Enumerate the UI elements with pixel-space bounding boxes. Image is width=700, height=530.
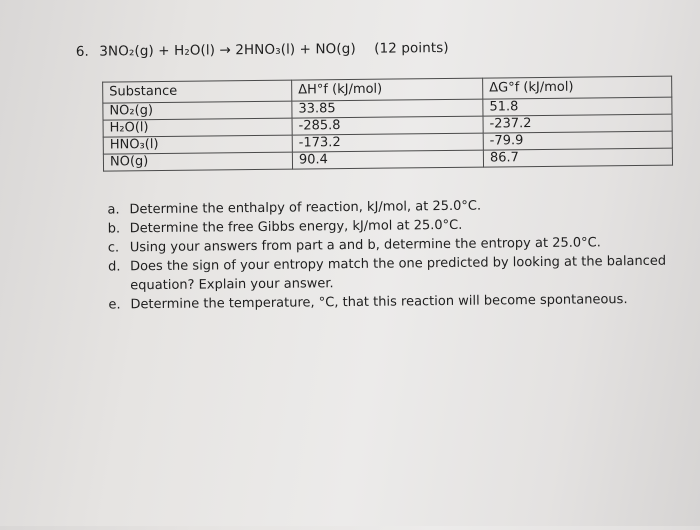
- part-text: Determine the enthalpy of reaction, kJ/mol, at 25.0°C.: [129, 198, 482, 218]
- gibbs-cell: 51.8: [483, 97, 672, 116]
- part-letter: c.: [107, 240, 120, 256]
- list-item: [108, 251, 688, 295]
- part-letter: e.: [108, 297, 121, 313]
- part-text: Determine the temperature, °C, that this reaction will become spontaneous.: [130, 292, 628, 313]
- substance-cell: NO(g): [103, 152, 292, 171]
- part-letter: d.: [107, 259, 121, 275]
- question-parts: [107, 194, 688, 314]
- reaction-equation: 3NO₂(g) + H₂O(l) → 2HNO₃(l) + NO(g): [99, 40, 356, 60]
- part-letter: b.: [107, 221, 121, 237]
- part-text: Using your answers from part a and b, determine the entropy at 25.0°C.: [129, 235, 601, 256]
- question-number: 6.: [75, 43, 89, 60]
- question-points: (12 points): [374, 39, 449, 57]
- question-header: [76, 40, 449, 60]
- gibbs-cell: -79.9: [483, 131, 672, 150]
- gibbs-cell: -237.2: [483, 114, 672, 133]
- part-text: Does the sign of your entropy match the one predicted by looking at the balanced equation? Explain your answer.: [129, 253, 667, 294]
- enthalpy-cell: -173.2: [292, 133, 483, 152]
- enthalpy-cell: -285.8: [292, 116, 483, 135]
- enthalpy-cell: 33.85: [292, 99, 483, 118]
- enthalpy-cell: 90.4: [292, 150, 483, 169]
- substance-cell: HNO₃(l): [103, 135, 292, 154]
- substance-cell: NO₂(g): [103, 101, 292, 120]
- part-letter: a.: [107, 202, 120, 218]
- column-header-substance: Substance: [103, 80, 292, 103]
- thermo-data-table: [102, 76, 673, 172]
- gibbs-cell: 86.7: [483, 148, 672, 167]
- column-header-enthalpy: ΔH°f (kJ/mol): [292, 78, 483, 101]
- substance-cell: H₂O(l): [103, 118, 292, 137]
- part-text: Determine the free Gibbs energy, kJ/mol at 25.0°C.: [129, 217, 463, 237]
- column-header-gibbs: ΔG°f (kJ/mol): [483, 76, 672, 99]
